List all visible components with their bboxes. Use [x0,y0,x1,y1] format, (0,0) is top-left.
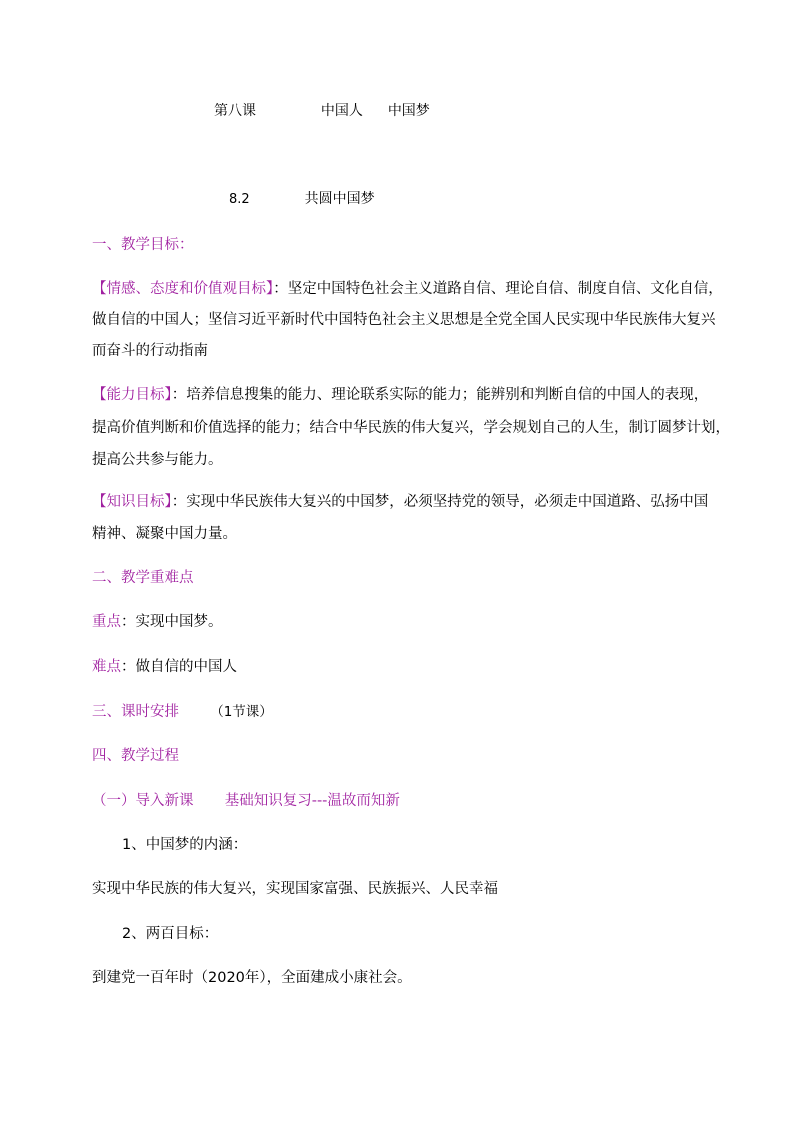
heading-schedule [92,702,273,722]
key-point [92,612,223,632]
goal-emotion-text-1: ：坚定中国特色社会主义道路自信、理论自信、制度自信、文化自信， [273,281,723,297]
goal-emotion-line-2: 做自信的中国人；坚信习近平新时代中国特色社会主义思想是全党全国人民实现中华民族伟大复兴 [92,312,716,328]
subheading-intro-label: （一）导入新课 [92,793,194,809]
heading-process: 四、教学过程 [92,748,179,764]
heading-schedule-label: 三、课时安排 [92,704,179,720]
subheading-intro-title: 基础知识复习---温故而知新 [224,793,400,809]
item-2-heading: 2、两百目标： [122,926,219,942]
lesson-title-part-1: 中国人 [320,103,363,119]
goal-emotion-line-1 [92,279,723,299]
schedule-note: （1节课） [210,704,273,720]
goal-ability-text-1: ：培养信息搜集的能力、理论联系实际的能力；能辨别和判断自信的中国人的表现， [171,387,709,403]
item-1-heading: 1、中国梦的内涵： [122,837,248,853]
goal-emotion-line-3: 而奋斗的行动指南 [92,343,208,359]
section-title: 共圆中国梦 [304,191,375,207]
goal-knowledge-text-1: ：实现中华民族伟大复兴的中国梦，必须坚持党的领导，必须走中国道路、弘扬中国 [171,494,709,510]
difficult-point [92,657,237,677]
item-2-text: 到建党一百年时（2020年），全面建成小康社会。 [92,970,412,986]
lesson-heading [214,101,430,121]
goal-ability-label: 【能力目标】 [92,387,172,403]
goal-ability-line-2: 提高价值判断和价值选择的能力；结合中华民族的伟大复兴，学会规划自己的人生，制订圆梦计划， [92,420,730,436]
difficult-point-label: 难点 [92,659,121,675]
goal-emotion-label: 【情感、态度和价值观目标】 [92,281,274,297]
goal-knowledge-line-1 [92,492,708,512]
lesson-title-part-2: 中国梦 [387,103,430,119]
section-number: 8.2 [229,192,250,207]
goal-knowledge-line-2: 精神、凝聚中国力量。 [92,526,237,542]
difficult-point-text: ：做自信的中国人 [121,659,237,675]
key-point-label: 重点 [92,614,121,630]
section-heading [229,189,375,210]
goal-knowledge-label: 【知识目标】 [92,494,172,510]
goal-ability-line-3: 提高公共参与能力。 [92,452,223,468]
heading-key-difficult: 二、教学重难点 [92,570,194,586]
key-point-text: ：实现中国梦。 [121,614,223,630]
subheading-intro [92,791,400,811]
item-1-text: 实现中华民族的伟大复兴，实现国家富强、民族振兴、人民幸福 [92,881,498,897]
lesson-number: 第八课 [214,103,256,119]
heading-teaching-goals: 一、教学目标： [92,237,194,253]
goal-ability-line-1 [92,385,708,405]
